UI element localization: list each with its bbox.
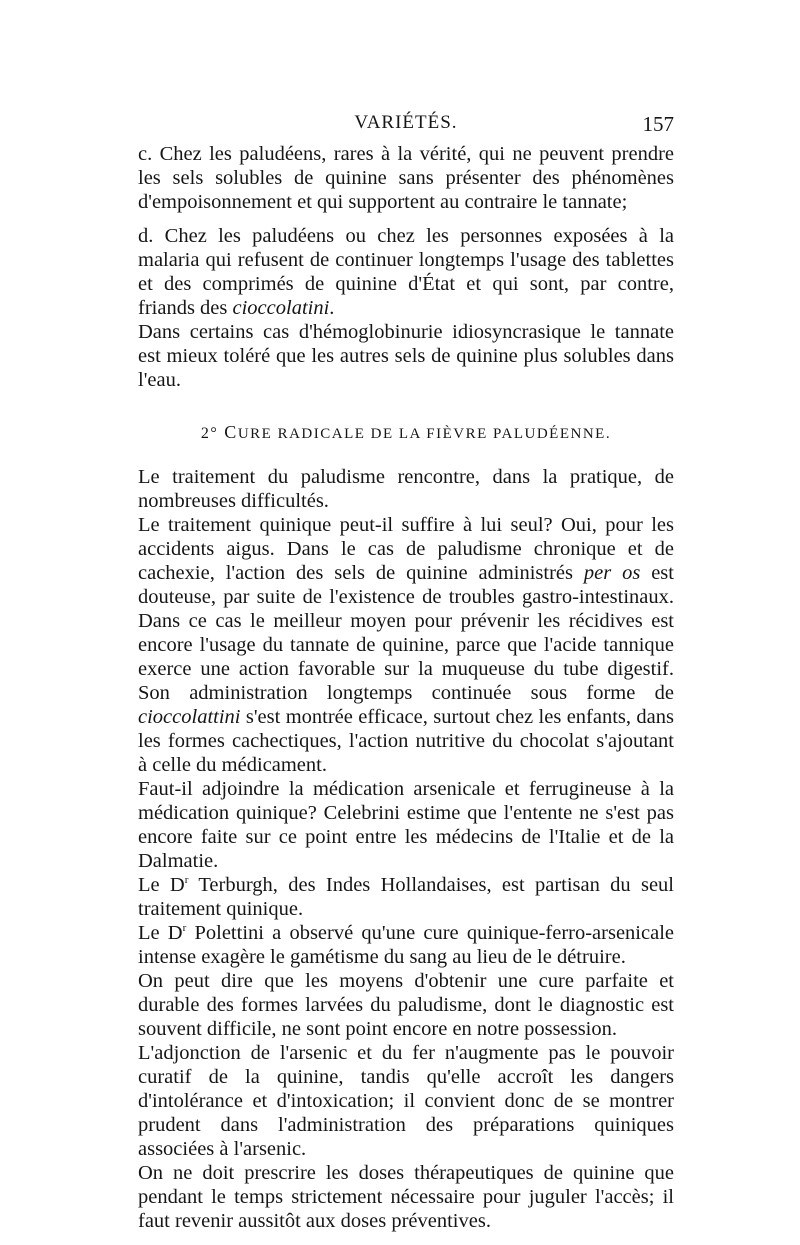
body-paragraph-2-text-b: est douteuse, par suite de l'existence de troubles gastro-intestinaux. Dans ce cas le meilleur moyen pour prévenir les récidives est encore l'usage du tannate de quinine, parce que l'acide tannique exerce une action favorable sur la muqueuse du tube digestif. Son administration longtemps continuée sous forme de xyxy=(138,562,674,704)
body-paragraph-3: Faut-il adjoindre la médication arsenicale et ferrugineuse à la médication quinique? Celebrini estime que l'entente ne s'est pas encore faite sur ce point entre les médecins de l'Italie et de la Dalmatie. xyxy=(138,778,674,872)
body-paragraph-5-dr: Le D xyxy=(138,922,183,944)
body-paragraph-4 xyxy=(138,873,674,921)
body-paragraph-4-text: Terburgh, des Indes Hollandaises, est partisan du seul traitement quinique. xyxy=(138,874,674,920)
body-paragraph-5 xyxy=(138,921,674,969)
page xyxy=(138,112,674,1233)
body-paragraph-2 xyxy=(138,513,674,777)
body-paragraph-5-text: Polettini a observé qu'une cure quinique-ferro-arsenicale intense exagère le gamétisme du sang au lieu de le détruire. xyxy=(138,922,674,968)
body-paragraph-2-text-a: Le traitement quinique peut-il suffire à lui seul? Oui, pour les accidents aigus. Dans le cas de paludisme chronique et de cachexie, l'action des sels de quinine administrés xyxy=(138,514,674,584)
body-paragraph-2-italic-b: cioccolattini xyxy=(138,706,241,728)
section-heading xyxy=(138,422,674,443)
body-paragraph-6: On peut dire que les moyens d'obtenir une cure parfaite et durable des formes larvées du paludisme, dont le diagnostic est souvent difficile, ne sont point encore en notre possession. xyxy=(138,970,674,1040)
body-paragraph-1: Le traitement du paludisme rencontre, dans la pratique, de nombreuses difficultés. xyxy=(138,466,674,512)
body-paragraph-4-sup: r xyxy=(184,874,189,887)
body-paragraph-7: L'adjonction de l'arsenic et du fer n'augmente pas le pouvoir curatif de la quinine, tandis qu'elle accroît les dangers d'intolérance et d'intoxication; il convient donc de se montrer prudent dans l'administration des préparations quiniques associées à l'arsenic. xyxy=(138,1042,674,1160)
paragraph-hemoglobinurie: Dans certains cas d'hémoglobinurie idiosyncrasique le tannate est mieux toléré que les autres sels de quinine plus solubles dans l'eau. xyxy=(138,321,674,391)
paragraph-d-text: d. Chez les paludéens ou chez les personnes exposées à la malaria qui refusent de continuer longtemps l'usage des tablettes et des comprimés de quinine d'État et qui sont, par contre, friands des xyxy=(138,225,674,319)
running-title: VARIÉTÉS. xyxy=(354,112,458,133)
page-number: 157 xyxy=(642,112,674,136)
paragraph-d-end: . xyxy=(329,297,335,319)
paragraph-d-italic: cioccolatini xyxy=(232,297,330,319)
paragraph-d xyxy=(138,224,674,320)
paragraph-c: c. Chez les paludéens, rares à la vérité, qui ne peuvent prendre les sels solubles de quinine sans présenter des phénomènes d'empoisonnement et qui supportent au contraire le tannate; xyxy=(138,143,674,213)
body-paragraph-5-sup: r xyxy=(182,922,187,935)
body-paragraph-8: On ne doit prescrire les doses thérapeutiques de quinine que pendant le temps strictement nécessaire pour juguler l'accès; il faut revenir aussitôt aux doses préventives. xyxy=(138,1162,674,1232)
section-heading-rest: URE RADICALE DE LA FIÈVRE PALUDÉENNE. xyxy=(237,426,612,442)
section-number: 2° xyxy=(200,425,219,442)
body-paragraph-2-text-c: s'est montrée efficace, surtout chez les enfants, dans les formes cachectiques, l'action nutritive du chocolat s'ajoutant à celle du médicament. xyxy=(138,706,674,776)
section-heading-initial: C xyxy=(224,422,238,442)
body-paragraph-4-dr: Le D xyxy=(138,874,185,896)
running-head xyxy=(138,112,674,142)
body-paragraph-2-italic-a: per os xyxy=(583,562,641,584)
